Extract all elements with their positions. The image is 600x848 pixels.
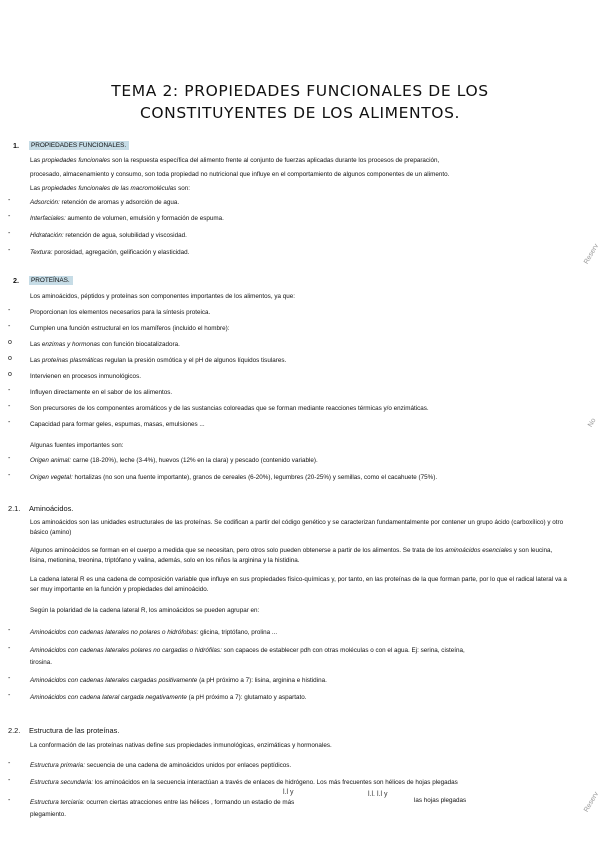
text-fragment: l.l. l.l y [368, 791, 388, 798]
paragraph-structure-intro: La conformación de las proteínas nativas define sus propiedades inmunológicas, enzimáticas y hormonales. [30, 742, 332, 749]
bullet-dash: - [8, 230, 11, 237]
list-item: Influyen directamente en el sabor de los alimentos. [30, 389, 173, 396]
bullet-dash: - [8, 692, 11, 699]
list-item: Aminoácidos con cadenas laterales no polares o hidrófobas: glicina, triptófano, prolina ... [30, 629, 278, 636]
paragraph-aminoacids-4: Según la polaridad de la cadena lateral R, los aminoácidos se pueden agrupar en: [30, 607, 260, 614]
section-heading-properties: PROPIEDADES FUNCIONALES. [29, 141, 129, 150]
bullet-dash: - [8, 455, 11, 462]
paragraph-aminoacids-3: La cadena lateral R es una cadena de composición variable que influye en sus propiedades físico-químicas y, por tanto, en las proteínas de la que forman parte, por lo que el radical lateral va a ser muy importante en la función y propiedades del aminoácido. [30, 576, 567, 593]
section-number: 2.1. [8, 504, 21, 513]
page-title-line-2: CONSTITUYENTES DE LOS ALIMENTOS. [139, 104, 461, 122]
list-item: Capacidad para formar geles, espumas, masas, emulsiones ... [30, 421, 205, 428]
list-item: Hidratación: retención de agua, solubilidad y viscosidad. [30, 232, 187, 239]
section-heading-structure: Estructura de las proteínas. [29, 726, 120, 735]
paragraph-sources: Algunas fuentes importantes son: [30, 442, 124, 449]
bullet-dash: - [8, 323, 11, 330]
bullet-dash: - [8, 797, 11, 804]
list-item: Cumplen una función estructural en los mamíferos (incluido el hombre): [30, 325, 230, 332]
bullet-dash: - [8, 247, 11, 254]
section-heading-aminoacids: Aminoácidos. [29, 504, 74, 513]
paragraph-intro: Las propiedades funcionales son la respuesta específica del alimento frente al conjunto de fuerzas aplicadas durante los procesos de preparación, [30, 157, 440, 164]
text-fragment: l.l y [283, 789, 294, 796]
bullet-dash: - [8, 419, 11, 426]
bullet-dash: - [8, 627, 11, 634]
list-item-cont: tirosina. [30, 659, 53, 666]
list-item: Las enzimas y hormonas con función biocatalizadora. [30, 341, 180, 348]
list-item: Origen vegetal: hortalizas (no son una fuente importante), granos de cereales (6-20%), legumbres (20-25%) y semillas, como el cacahuete (75%). [30, 474, 438, 481]
list-item: Origen animal: carne (18-20%), leche (3-4%), huevos (12% en la clara) y pescado (contenido variable). [30, 457, 318, 464]
list-item: Las proteínas plasmáticas regulan la presión osmótica y el pH de algunos líquidos tisulares. [30, 357, 287, 364]
bullet-dash: - [8, 307, 11, 314]
section-heading-proteins: PROTEÍNAS. [29, 276, 73, 285]
bullet-dash: - [8, 777, 11, 784]
bullet-circle: o [8, 355, 12, 362]
bullet-dash: - [8, 213, 11, 220]
section-number: 2. [13, 276, 19, 285]
list-item: Adsorción: retención de aromas y adsorción de agua. [30, 199, 180, 206]
bullet-dash: - [8, 675, 11, 682]
list-item: Son precursores de los componentes aromáticos y de las sustancias coloreadas que se forman mediante reacciones térmicas y/o enzimáticas. [30, 405, 429, 412]
bullet-dash: - [8, 387, 11, 394]
section-number: 2.2. [8, 726, 21, 735]
bullet-circle: o [8, 371, 12, 378]
watermark-text: Reserv [583, 790, 600, 814]
list-item: Estructura primaria: secuencia de una cadena de aminoácidos unidos por enlaces peptídicos. [30, 762, 292, 769]
list-item: Proporcionan los elementos necesarios para la síntesis proteica. [30, 309, 211, 316]
list-item: Interfaciales: aumento de volumen, emulsión y formación de espuma. [30, 215, 224, 222]
list-item: Aminoácidos con cadena lateral cargada negativamente (a pH próximo a 7): glutamato y aspartato. [30, 694, 307, 701]
list-item: Aminoácidos con cadenas laterales cargadas positivamente (a pH próximo a 7): lisina, arginina e histidina. [30, 677, 327, 684]
bullet-dash: - [8, 645, 11, 652]
list-item-tail: las hojas plegadas [414, 797, 467, 804]
watermark-text: Reserv [583, 242, 600, 266]
list-item: Aminoácidos con cadenas laterales polares no cargadas o hidrófilas: son capaces de establecer pdh con otras moléculas o con el agua. Ej: serina, cisteína, [30, 647, 465, 654]
list-item-cont: plegamiento. [30, 811, 67, 818]
list-item: Intervienen en procesos inmunológicos. [30, 373, 141, 380]
list-item: Estructura terciaria: ocurren ciertas atracciones entre las hélices , formando un estadio de más [30, 799, 295, 806]
list-item: Estructura secundaria: los aminoácidos en la secuencia interactúan a través de enlaces de hidrógeno. Los más frecuentes son hélices de hojas plegadas [30, 779, 458, 786]
paragraph-proteins-intro: Los aminoácidos, péptidos y proteínas son componentes importantes de los alimentos, ya que: [30, 293, 295, 300]
bullet-circle: o [8, 339, 12, 346]
paragraph-macro: Las propiedades funcionales de las macromoléculas son: [30, 185, 190, 192]
watermark-text: No [587, 417, 598, 429]
paragraph-aminoacids-2: Algunos aminoácidos se forman en el cuerpo a medida que se necesitan, pero otros solo pueden obtenerse a partir de los alimentos. Se trata de los aminoácidos esenciales y son leucina, lisina, metionina, treonina, triptófano y valina, además, solo en los niños la arginina y la histidina. [30, 547, 553, 564]
paragraph-intro-cont: procesado, almacenamiento y consumo, son toda propiedad no nutricional que influye en el comportamiento de algunos componentes de un alimento. [30, 171, 450, 178]
bullet-dash: - [8, 197, 11, 204]
page-title-line-1: TEMA 2: PROPIEDADES FUNCIONALES DE LOS [111, 82, 489, 100]
bullet-dash: - [8, 472, 11, 479]
paragraph-aminoacids-1: Los aminoácidos son las unidades estructurales de las proteínas. Se codifican a partir del código genético y se caracterizan fundamentalmente por contener un grupo ácido (carboxílico) y otro básico (amino) [30, 519, 564, 536]
section-number: 1. [13, 141, 19, 150]
list-item: Textura: porosidad, agregación, gelificación y elasticidad. [30, 249, 190, 256]
bullet-dash: - [8, 403, 11, 410]
bullet-dash: - [8, 760, 11, 767]
